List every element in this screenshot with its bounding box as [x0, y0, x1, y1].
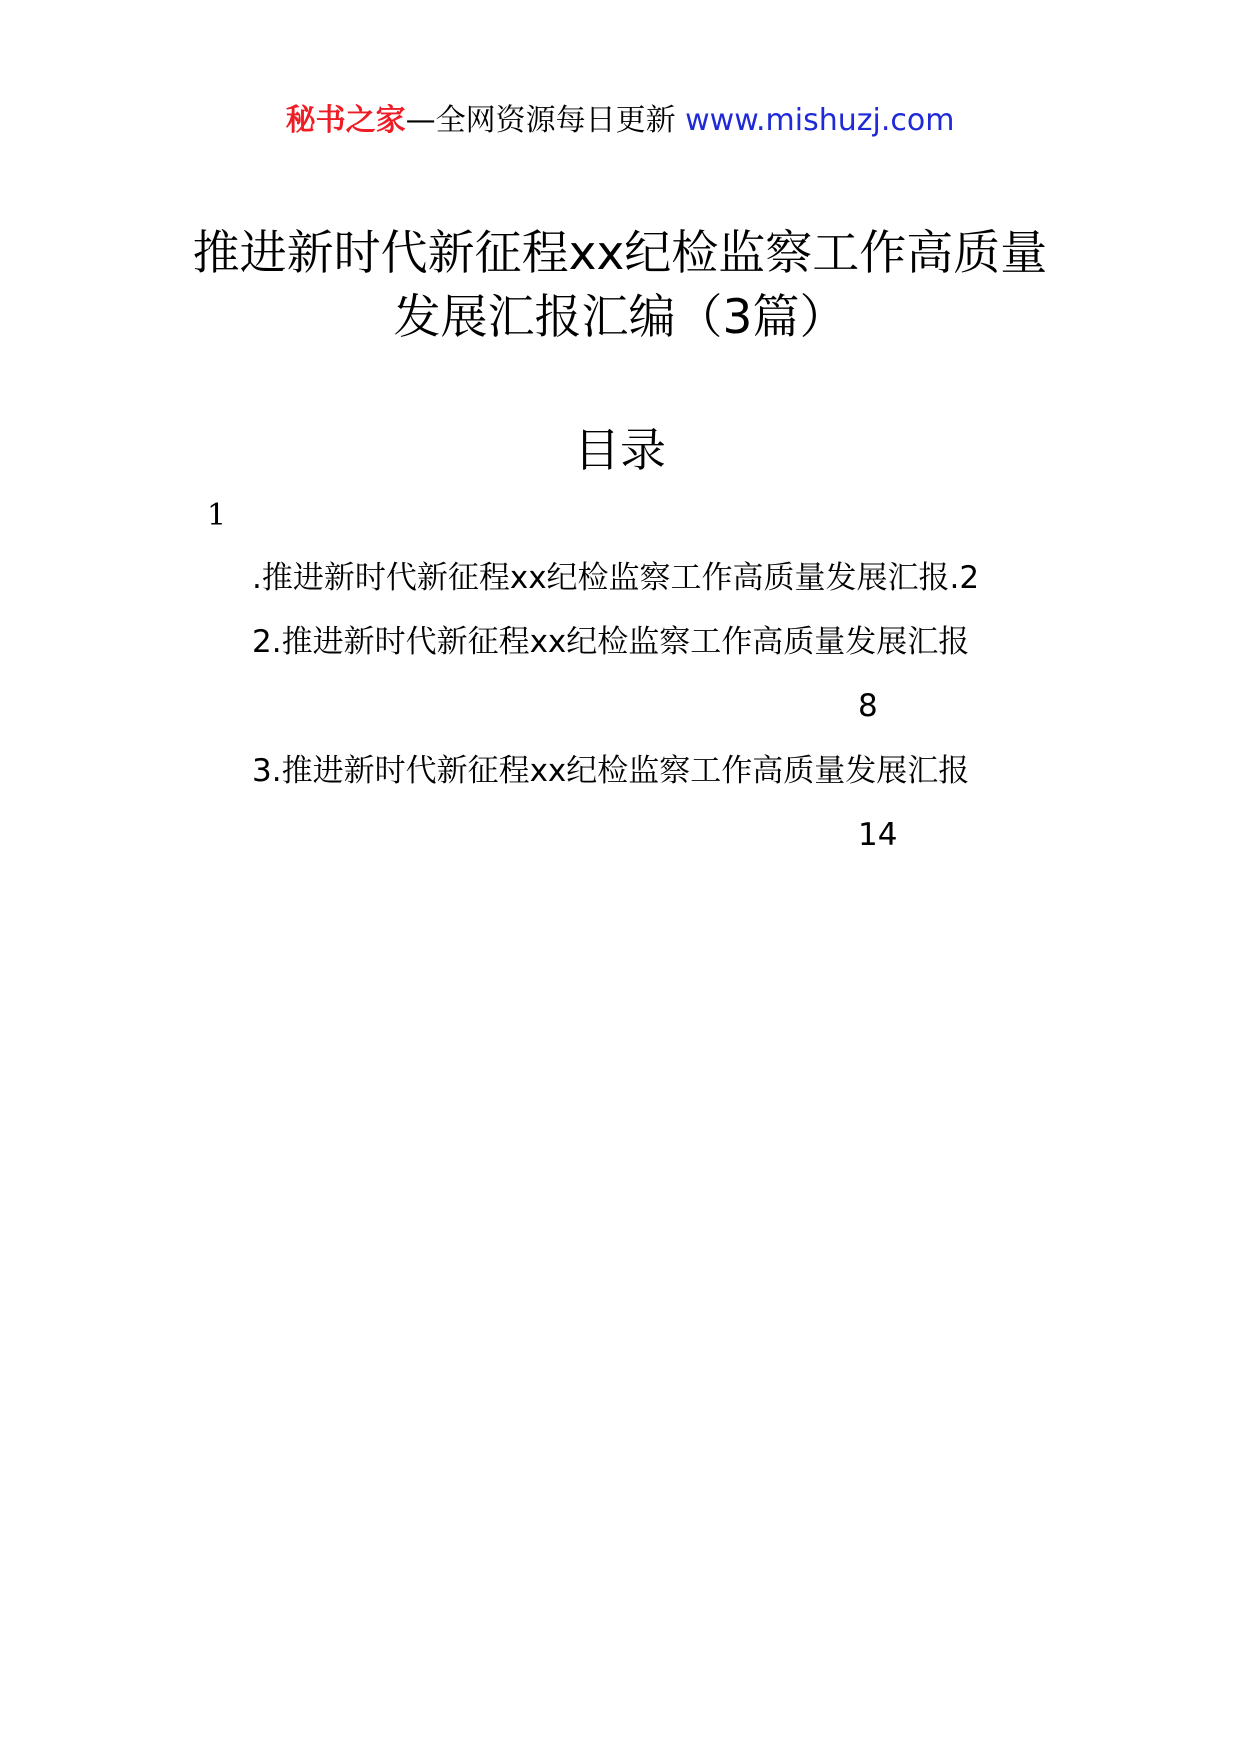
toc-heading: 目录	[574, 423, 666, 477]
title-line-2: 发展汇报汇编（3篇）	[393, 290, 847, 345]
toc-entry-3[interactable]: 3.推进新时代新征程xx纪检监察工作高质量发展汇报	[252, 753, 970, 789]
brand-name: 秘书之家	[285, 103, 406, 138]
toc-stray-number: 1	[207, 498, 227, 533]
site-url-link[interactable]: www.mishuzj.com	[685, 103, 955, 138]
site-header	[0, 101, 1240, 141]
header-slogan: —全网资源每日更新	[405, 103, 676, 138]
toc-entry-2-page-number: 8	[858, 688, 878, 724]
toc-entry-1[interactable]: .推进新时代新征程xx纪检监察工作高质量发展汇报.2	[252, 560, 980, 596]
document-title	[0, 222, 1240, 350]
toc-entry-3-page-number: 14	[858, 817, 898, 853]
title-line-1: 推进新时代新征程xx纪检监察工作高质量	[192, 226, 1048, 281]
toc-entry-2[interactable]: 2.推进新时代新征程xx纪检监察工作高质量发展汇报	[252, 624, 970, 660]
